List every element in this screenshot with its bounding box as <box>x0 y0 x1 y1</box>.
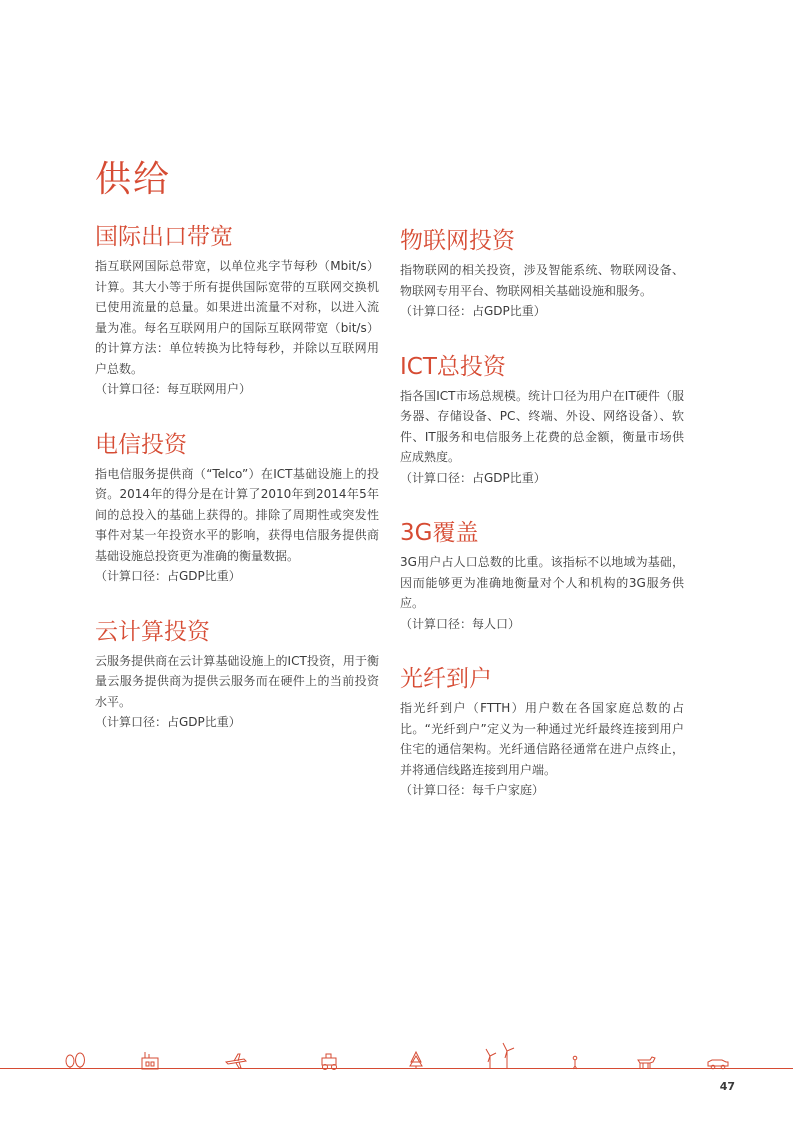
section-body: 指物联网的相关投资，涉及智能系统、物联网设备、物联网专用平台、物联网相关基础设施和服务。 <box>400 263 684 298</box>
section-unit: （计算口径：每人口） <box>400 616 521 631</box>
section-unit: （计算口径：占GDP比重） <box>95 569 241 583</box>
section-unit: （计算口径：每千户家庭） <box>400 783 545 797</box>
factory-icon <box>142 1052 158 1069</box>
section-heading: 电信投资 <box>95 431 187 458</box>
section-heading: 物联网投资 <box>400 228 515 254</box>
section-heading: ICT总投资 <box>400 353 506 380</box>
section-telco-investment <box>95 430 379 587</box>
left-column <box>95 222 379 733</box>
section-intl-bandwidth <box>95 222 379 400</box>
section-unit: （计算口径：每互联网用户） <box>95 382 252 396</box>
section-iot-investment <box>400 226 684 322</box>
section-cloud-investment <box>95 617 379 733</box>
wind-turbines-icon <box>486 1043 514 1069</box>
section-heading: 国际出口带宽 <box>95 224 233 250</box>
section-body: 指光纤到户（FTTH）用户数在各国家庭总数的占比。“光纤到户”定义为一种通过光纤最终连接到用户住宅的通信架构。光纤通信路径通常在进户点终止，并将通信线路连接到用户端。 <box>400 701 684 777</box>
footer-divider <box>0 1068 793 1069</box>
section-body: 指互联网国际总带宽，以单位兆字节每秒（Mbit/s）计算。其大小等于所有提供国际宽带的互联网交换机已使用流量的总量。如果进出流量不对称，以进入流量为准。每名互联网用户的国际互联网带宽（bit/s）的计算方法：单位转换为比特每秒，并除以互联网用户总数。 <box>95 259 379 376</box>
section-ftth <box>400 664 684 801</box>
section-body: 指电信服务提供商（“Telco”）在ICT基础设施上的投资。2014年的得分是在计算了2010年到2014年5年间的总投入的基础上获得的。排除了周期性或突发性事件对某一年投资水平的影响，获得电信服务提供商基础设施总投资更为准确的衡量数据。 <box>95 466 379 563</box>
section-body: 云服务提供商在云计算基础设施上的ICT投资，用于衡量云服务提供商为提供云服务而在硬件上的当前投资水平。 <box>95 653 379 709</box>
right-column <box>400 226 684 801</box>
section-body: 3G用户占人口总数的比重。该指标不以地域为基础，因而能够更为准确地衡量对个人和机构的3G服务供应。 <box>400 555 684 610</box>
cow-icon <box>638 1057 655 1068</box>
section-heading: 云计算投资 <box>95 618 210 645</box>
section-heading: 3G覆盖 <box>400 520 479 546</box>
page-title: 供给 <box>95 159 172 200</box>
section-3g-coverage <box>400 518 684 634</box>
section-unit: （计算口径：占GDP比重） <box>95 715 241 729</box>
airplane-icon <box>226 1054 246 1068</box>
page-number: 47 <box>719 1080 735 1093</box>
trees-icon <box>66 1053 85 1069</box>
section-ict-investment <box>400 352 684 489</box>
section-heading: 光纤到户 <box>400 666 492 692</box>
footer-illustration <box>0 1040 793 1070</box>
section-unit: （计算口径：占GDP比重） <box>400 470 546 485</box>
tree-icon <box>410 1052 422 1069</box>
section-body: 指各国ICT市场总规模。统计口径为用户在IT硬件（服务器、存储设备、PC、终端、外设、网络设备）、软件、IT服务和电信服务上花费的总金额，衡量市场供应成熟度。 <box>400 388 684 464</box>
section-unit: （计算口径：占GDP比重） <box>400 304 546 318</box>
